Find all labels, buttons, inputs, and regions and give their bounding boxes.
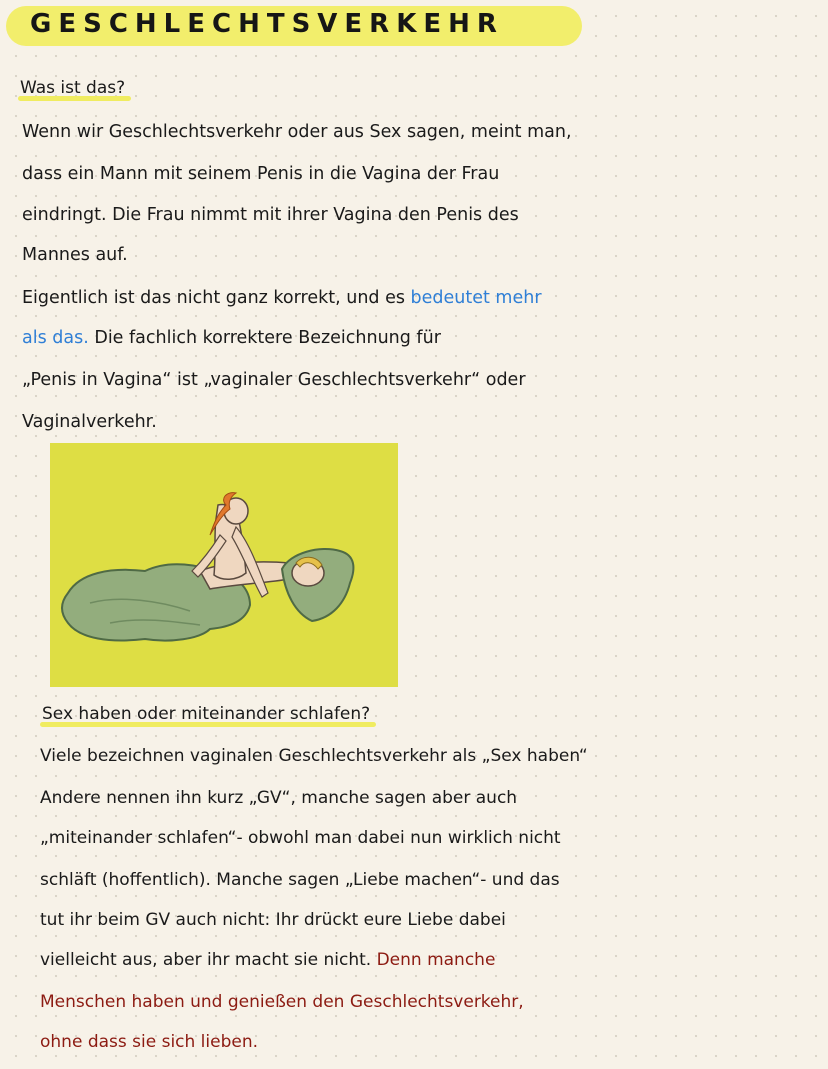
paragraph-line: tut ihr beim GV auch nicht: Ihr drückt eure Liebe dabei — [40, 910, 506, 930]
page-title: GESCHLECHTSVERKEHR — [30, 9, 504, 39]
paragraph-line: Mannes auf. — [22, 245, 128, 265]
paragraph-line-mixed — [22, 328, 441, 348]
text-segment: Eigentlich ist das nicht ganz korrekt, und es — [22, 288, 411, 308]
couple-illustration — [50, 443, 398, 687]
text-segment: vielleicht aus, aber ihr macht sie nicht. — [40, 950, 377, 970]
section-heading-what-is-it — [20, 78, 125, 98]
paragraph-line-mixed — [22, 288, 542, 308]
paragraph-line: dass ein Mann mit seinem Penis in die Vagina der Frau — [22, 164, 500, 184]
paragraph-line: Viele bezeichnen vaginalen Geschlechtsverkehr als „Sex haben“ — [40, 746, 588, 766]
blue-text-segment: als das. — [22, 328, 89, 348]
paragraph-line: schläft (hoffentlich). Manche sagen „Liebe machen“- und das — [40, 870, 560, 890]
blue-text-segment: bedeutet mehr — [410, 288, 542, 308]
red-text-segment: Denn manche — [376, 950, 496, 970]
paragraph-line: Wenn wir Geschlechtsverkehr oder aus Sex sagen, meint man, — [22, 122, 572, 142]
paragraph-line: „miteinander schlafen“- obwohl man dabei nun wirklich nicht — [40, 828, 561, 848]
paragraph-line: „Penis in Vagina“ ist „vaginaler Geschlechtsverkehr“ oder — [22, 370, 526, 390]
paragraph-line: eindringt. Die Frau nimmt mit ihrer Vagina den Penis des — [22, 205, 519, 225]
heading-text: Sex haben oder miteinander schlafen? — [42, 704, 371, 724]
title-block — [6, 4, 582, 48]
paragraph-line: Vaginalverkehr. — [22, 412, 157, 432]
paragraph-line-mixed — [40, 950, 495, 970]
section-heading-sex-or-sleeping — [42, 704, 370, 724]
heading-text: Was ist das? — [20, 78, 126, 98]
paragraph-line-red: Menschen haben und genießen den Geschlechtsverkehr, — [40, 992, 524, 1012]
paragraph-line: Andere nennen ihn kurz „GV“, manche sagen aber auch — [40, 788, 518, 808]
paragraph-line-red: ohne dass sie sich lieben. — [40, 1032, 259, 1052]
text-segment: Die fachlich korrektere Bezeichnung für — [88, 328, 441, 348]
